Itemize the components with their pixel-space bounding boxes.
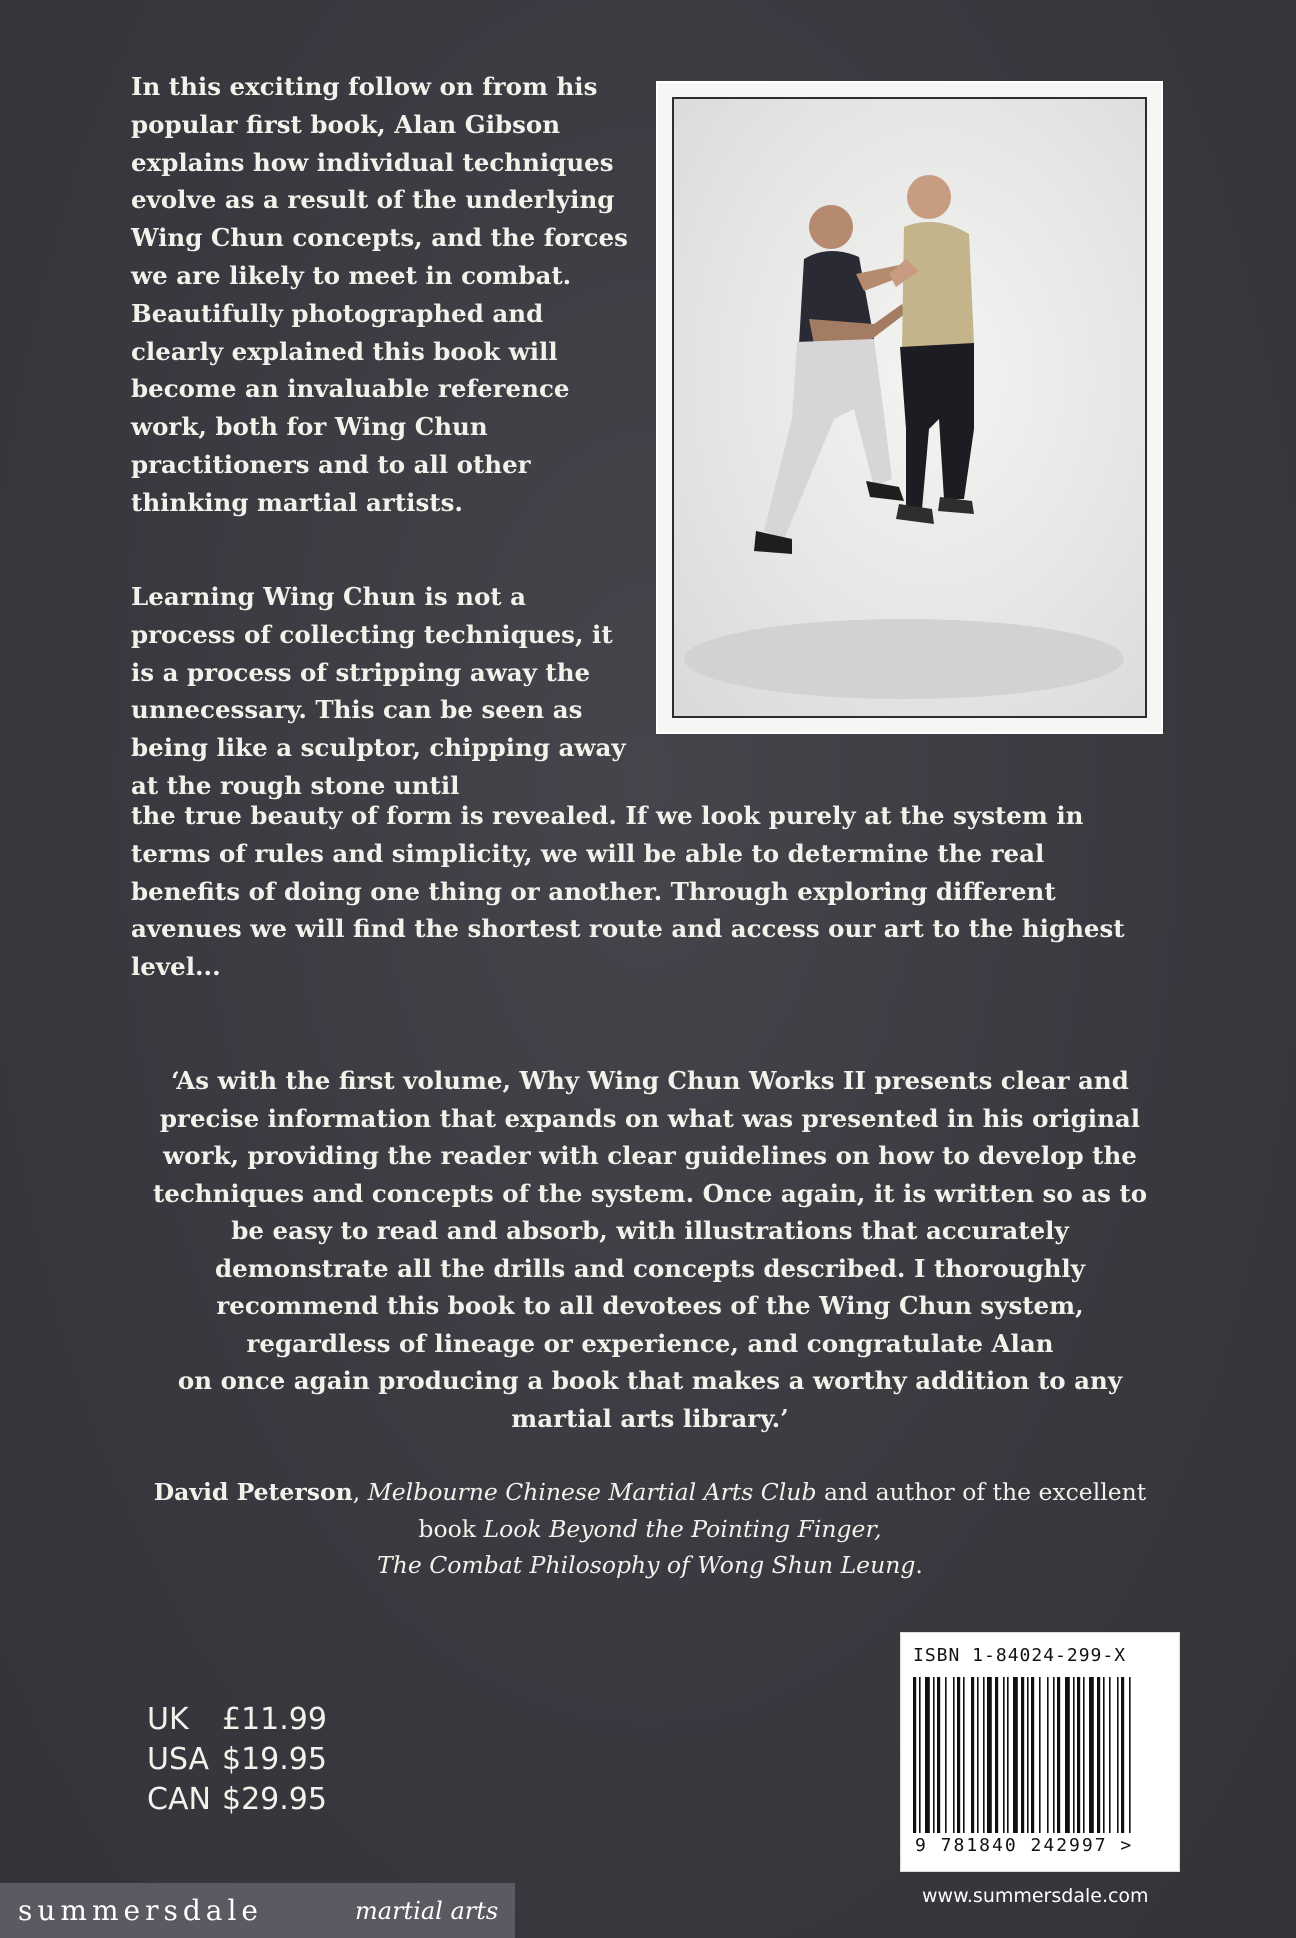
attribution-separator: , xyxy=(352,1478,368,1506)
barcode-bar xyxy=(919,1677,921,1833)
quote-line: techniques and concepts of the system. Once again, it is written so as to xyxy=(152,1178,1148,1208)
barcode-bar xyxy=(1053,1677,1055,1833)
attribution-end: . xyxy=(915,1551,923,1579)
attribution-book-subtitle: The Combat Philosophy of Wong Shun Leung xyxy=(377,1551,916,1579)
martial-artists-photo xyxy=(674,99,1147,718)
barcode-bar xyxy=(1013,1677,1018,1833)
price-region: CAN xyxy=(147,1782,211,1817)
publisher-tag: martial arts xyxy=(355,1897,499,1925)
barcode-bar xyxy=(995,1677,998,1833)
barcode-bar xyxy=(937,1677,940,1833)
attribution-club: Melbourne Chinese Martial Arts Club xyxy=(367,1478,817,1506)
barcode-bar xyxy=(1065,1677,1070,1833)
barcode-bar xyxy=(1003,1677,1005,1833)
price-amount: £11.99 xyxy=(222,1702,327,1737)
barcode-bar xyxy=(1109,1677,1111,1833)
price-region: USA xyxy=(147,1742,210,1777)
barcode-bar xyxy=(925,1677,930,1833)
barcode-bar xyxy=(1057,1677,1060,1833)
barcode-bar xyxy=(933,1677,935,1833)
isbn-label: ISBN 1-84024-299-X xyxy=(913,1645,1127,1666)
endorsement-quote xyxy=(130,1062,1170,1437)
quote-line: ‘As with the first volume, Why Wing Chun Works II presents clear and xyxy=(171,1066,1129,1095)
isbn-barcode xyxy=(900,1632,1180,1872)
cover-photo xyxy=(672,97,1147,718)
barcode-bars xyxy=(913,1677,1169,1833)
attribution-book-title: Look Beyond the Pointing Finger, xyxy=(483,1514,882,1543)
barcode-number: 9 781840 242997 > xyxy=(915,1835,1134,1856)
quote-line: precise information that expands on what was presented in his original xyxy=(159,1103,1141,1133)
attribution-text: and author of the excellent book xyxy=(418,1478,1147,1543)
barcode-bar xyxy=(953,1677,955,1833)
attribution-name: David Peterson xyxy=(153,1478,353,1506)
quote-line: work, providing the reader with clear guidelines on how to develop the xyxy=(163,1141,1137,1170)
quote-line: be easy to read and absorb, with illustrations that accurately xyxy=(231,1216,1069,1245)
barcode-bar xyxy=(1121,1677,1124,1833)
barcode-bar xyxy=(1027,1677,1029,1833)
learning-paragraph-bottom: the true beauty of form is revealed. If we look purely at the system in terms of rules and simplicity, we will be able to determine the real benefits of doing one thing or another. Through exploring different avenues we will find the shortest route and access our art to the highest level... xyxy=(131,801,1125,982)
quote-line: recommend this book to all devotees of the Wing Chun system, xyxy=(216,1291,1084,1320)
price-amount: $19.95 xyxy=(222,1742,327,1777)
price-row xyxy=(147,1740,327,1780)
quote-line: regardless of lineage or experience, and congratulate Alan xyxy=(246,1328,1054,1358)
barcode-bar xyxy=(1007,1677,1009,1833)
barcode-bar xyxy=(1039,1677,1041,1833)
quote-line: martial arts library.’ xyxy=(511,1403,789,1433)
quote-line: demonstrate all the drills and concepts described. I thoroughly xyxy=(215,1253,1085,1283)
barcode-bar xyxy=(913,1677,916,1833)
barcode-bar xyxy=(1129,1677,1131,1833)
barcode-bar xyxy=(987,1677,992,1833)
publisher-name: summersdale xyxy=(18,1894,263,1927)
barcode-bar xyxy=(1097,1677,1100,1833)
barcode-bar xyxy=(963,1677,965,1833)
barcode-bar xyxy=(957,1677,960,1833)
barcode-bar xyxy=(1047,1677,1049,1833)
learning-paragraph-top: Learning Wing Chun is not a process of collecting techniques, it is a process of stripping away the unnecessary. This can be seen as being like a sculptor, chipping away at the rough stone until xyxy=(131,582,626,800)
barcode-bar xyxy=(1073,1677,1075,1833)
barcode-bar xyxy=(977,1677,979,1833)
price-list xyxy=(147,1700,327,1820)
barcode-bar xyxy=(1021,1677,1024,1833)
quote-attribution xyxy=(130,1474,1170,1584)
barcode-bar xyxy=(945,1677,947,1833)
price-amount: $29.95 xyxy=(222,1782,327,1817)
barcode-bar xyxy=(1117,1677,1119,1833)
quote-line: on once again producing a book that makes a worthy addition to any xyxy=(177,1366,1123,1395)
barcode-bar xyxy=(1077,1677,1080,1833)
barcode-bar xyxy=(1083,1677,1085,1833)
barcode-bar xyxy=(971,1677,974,1833)
photo-frame xyxy=(656,81,1163,734)
barcode-bar xyxy=(1031,1677,1034,1833)
barcode-bar xyxy=(1089,1677,1094,1833)
barcode-bar xyxy=(1103,1677,1105,1833)
price-region: UK xyxy=(147,1702,189,1737)
price-row xyxy=(147,1780,327,1820)
intro-blurb: In this exciting follow on from his popular first book, Alan Gibson explains how individual techniques evolve as a result of the underlying Wing Chun concepts, and the forces we are likely to meet in combat. Beautifully photographed and clearly explained this book will become an invaluable reference work, both for Wing Chun practitioners and to all other thinking martial artists. xyxy=(131,72,628,517)
barcode-bar xyxy=(983,1677,985,1833)
publisher-website: www.summersdale.com xyxy=(922,1885,1149,1907)
price-row xyxy=(147,1700,327,1740)
